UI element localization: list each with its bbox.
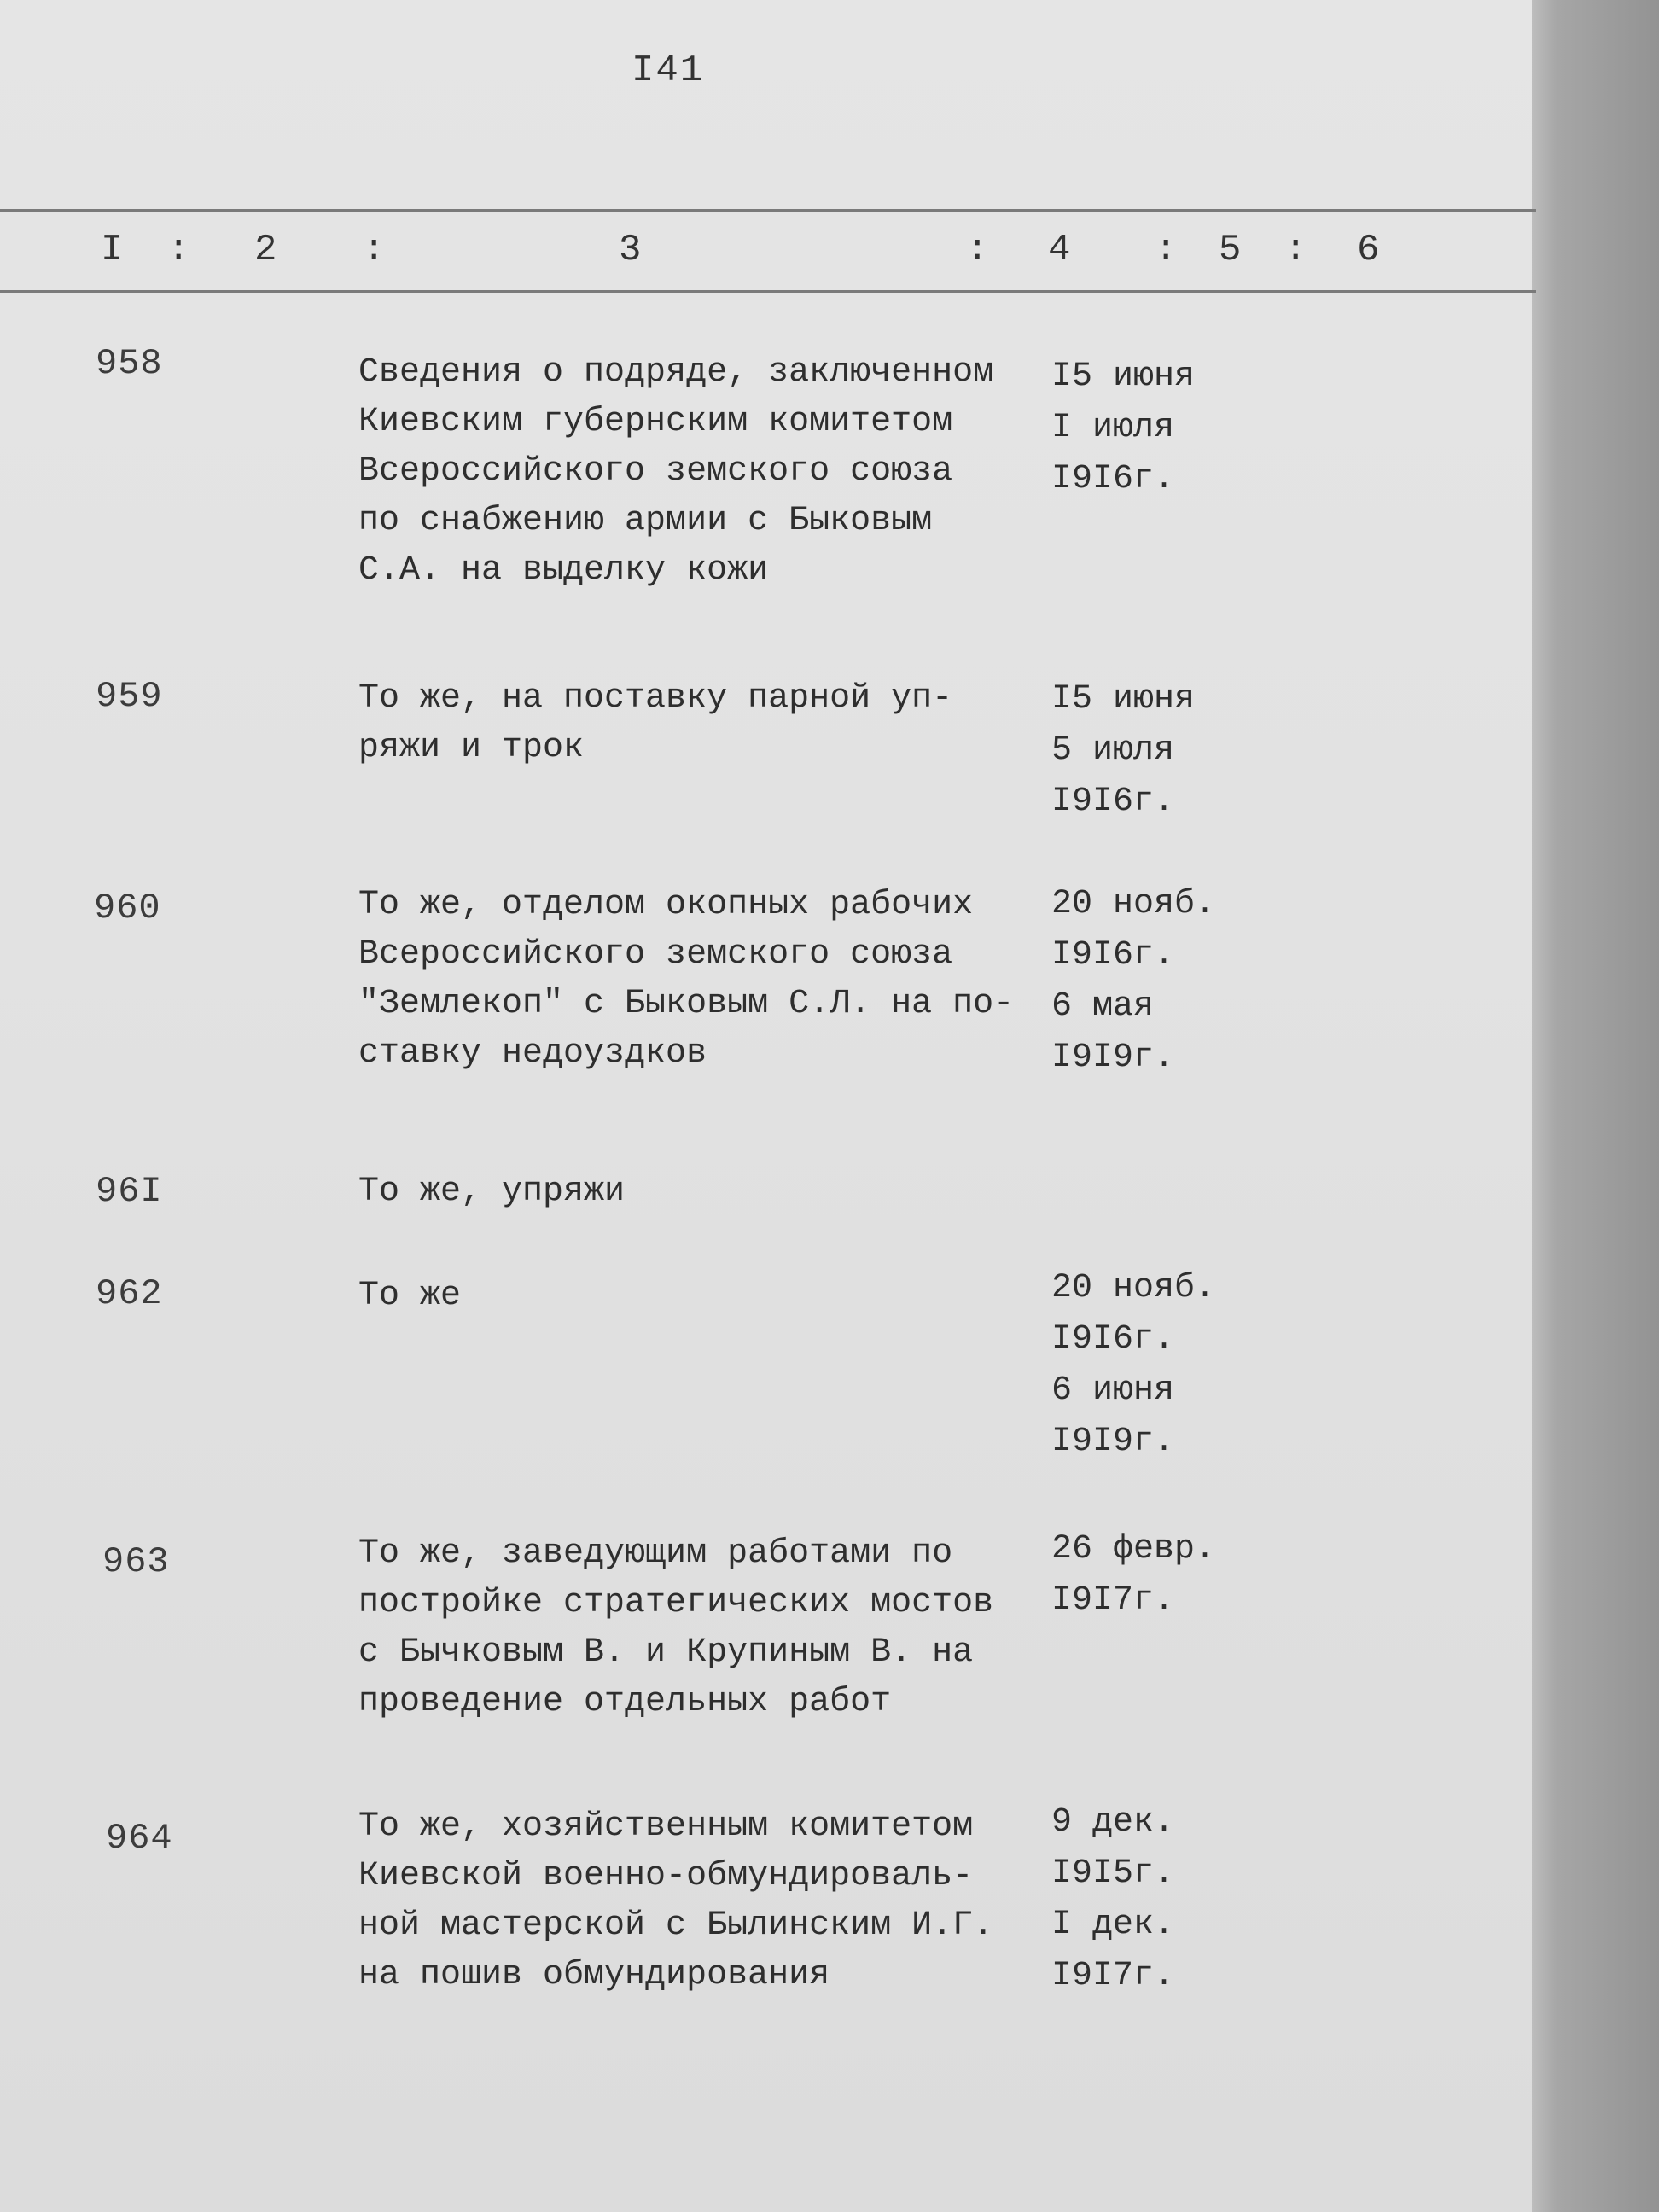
entry-description: То же, отделом окопных рабочих Всероссийского земского союза "Землекоп" с Быковым С.Л. на по- ставку недоуздков [358,886,1015,1073]
header-rule-bottom [0,290,1536,293]
column-header-2: 2 [254,229,277,271]
column-header-3: 3 [619,229,642,271]
column-header-5: 5 [1219,229,1242,271]
entry-description: То же, на поставку парной уп- ряжи и трок [358,679,953,767]
column-separator: : [1155,229,1178,271]
column-header-1: I [101,229,124,271]
column-header-6: 6 [1357,229,1380,271]
entry-number: 960 [94,888,161,928]
entry-dates: 20 нояб. I9I6г. 6 июня I9I9г. [1051,1269,1216,1461]
entry-description: То же, упряжи [358,1173,626,1211]
column-header-4: 4 [1048,229,1071,271]
entry-number: 958 [96,343,163,384]
column-separator: : [966,229,989,271]
page-edge-background [1532,0,1659,2212]
entry-dates: 20 нояб. I9I6г. 6 мая I9I9г. [1051,885,1216,1077]
entry-dates: I5 июня 5 июля I9I6г. [1051,680,1196,821]
entry-number: 959 [96,676,163,717]
entry-number: 962 [96,1273,163,1314]
entry-description: То же [358,1277,462,1315]
entry-number: 96I [96,1171,163,1212]
page-number: I41 [632,49,705,92]
column-separator: : [167,229,190,271]
entry-dates: 9 дек. I9I5г. I дек. I9I7г. [1051,1803,1175,1995]
column-separator: : [363,229,386,271]
entry-description: То же, хозяйственным комитетом Киевской военно-обмундироваль- ной мастерской с Былинским И.Г. на пошив обмундирования [358,1807,994,1994]
entry-dates: 26 февр. I9I7г. [1051,1530,1216,1620]
entry-description: Сведения о подряде, заключенном Киевским губернским комитетом Всероссийского земского союза по снабжению армии с Быковым С.А. на выделку кожи [358,353,994,590]
entry-number: 963 [102,1541,170,1582]
entry-dates: I5 июня I июля I9I6г. [1051,358,1196,498]
header-rule-top [0,209,1536,212]
entry-description: То же, заведующим работами по постройке стратегических мостов с Бычковым В. и Крупиным В. на проведение отдельных работ [358,1534,994,1721]
column-separator: : [1284,229,1307,271]
entry-number: 964 [106,1818,173,1859]
